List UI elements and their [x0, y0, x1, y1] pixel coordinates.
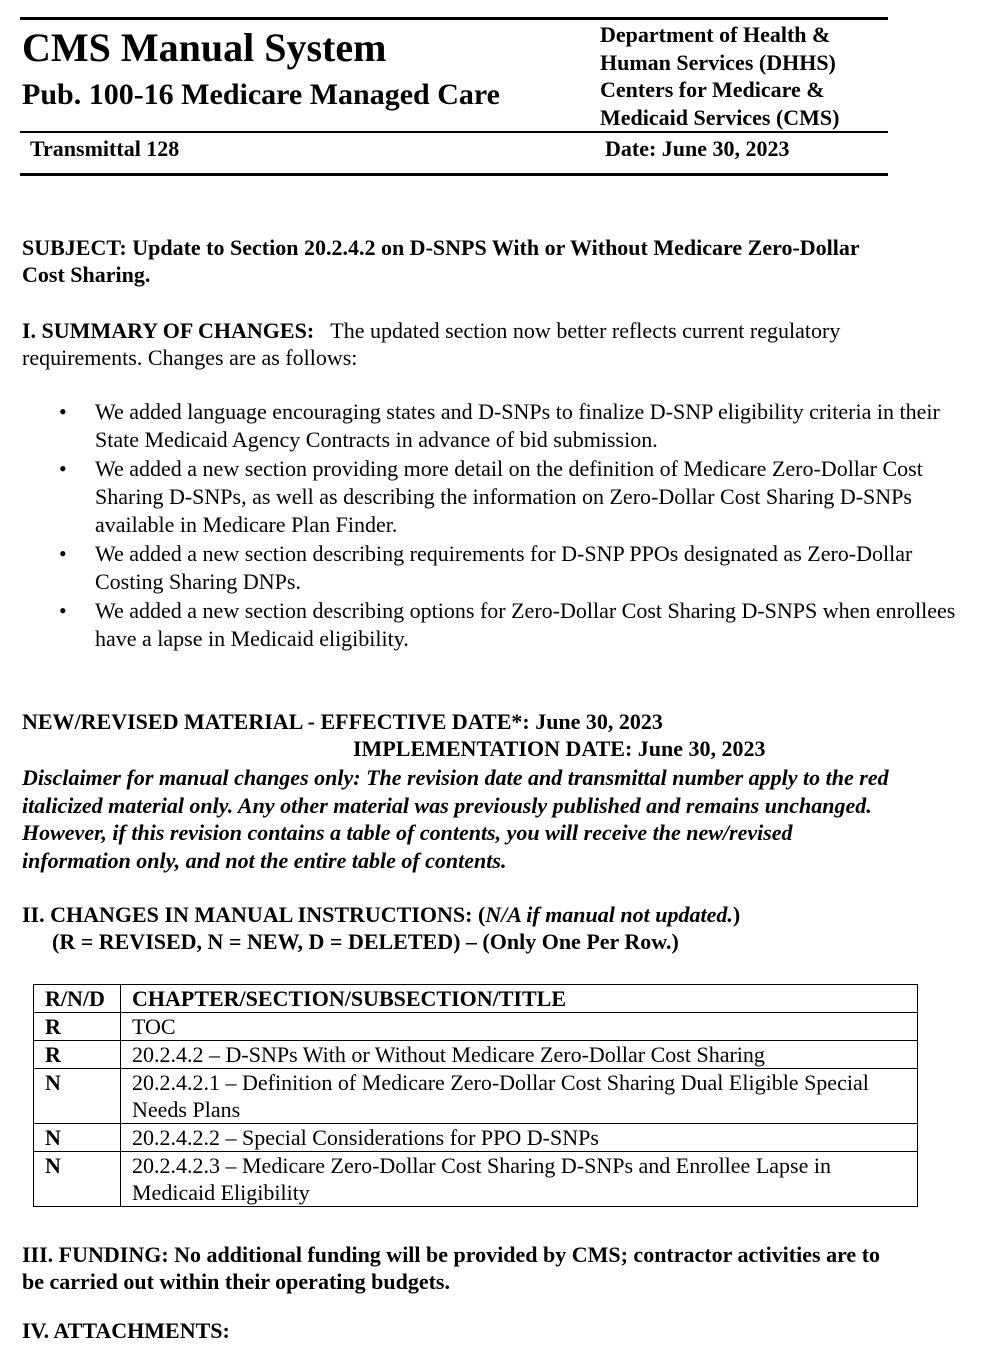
- manual-system-title: CMS Manual System: [22, 25, 387, 70]
- table-row: [34, 1124, 918, 1152]
- funding-line: III. FUNDING: No additional funding will be provided by CMS; contractor activities are to: [22, 1242, 881, 1267]
- list-item: [22, 398, 982, 454]
- list-item-text: We added language encouraging states and D-SNPs to finalize D-SNP eligibility criteria in their State Medicaid Agency Contracts in advance of bid submission.: [95, 399, 940, 452]
- implementation-date: IMPLEMENTATION DATE: June 30, 2023: [353, 736, 766, 761]
- row-code: N: [34, 1069, 121, 1124]
- bullet-icon: •: [59, 541, 67, 566]
- row-code: N: [34, 1124, 121, 1152]
- disclaimer: [22, 764, 982, 874]
- department-line: Department of Health &: [600, 22, 831, 47]
- row-code: R: [34, 1041, 121, 1069]
- header-mid-rule: [20, 131, 888, 133]
- summary-intro: requirements. Changes are as follows:: [22, 345, 358, 370]
- row-title: TOC: [121, 1013, 918, 1041]
- list-item: [22, 455, 982, 539]
- publication-subtitle: Pub. 100-16 Medicare Managed Care: [22, 78, 500, 111]
- heading-close: ): [732, 902, 741, 927]
- row-title: 20.2.4.2.1 – Definition of Medicare Zero-Dollar Cost Sharing Dual Eligible Special Needs Plans: [121, 1069, 918, 1124]
- bullet-icon: •: [59, 598, 67, 623]
- row-title: 20.2.4.2.2 – Special Considerations for PPO D-SNPs: [121, 1124, 918, 1152]
- change-code-legend: (R = REVISED, N = NEW, D = DELETED) – (Only One Per Row.): [52, 929, 679, 954]
- transmittal-date: Date: June 30, 2023: [605, 136, 790, 161]
- changes-table: [33, 984, 918, 1207]
- effective-date: NEW/REVISED MATERIAL - EFFECTIVE DATE*: June 30, 2023: [22, 709, 663, 734]
- changes-list: [22, 398, 982, 654]
- department-block: [600, 21, 840, 131]
- funding: [22, 1241, 982, 1295]
- funding-line: be carried out within their operating budgets.: [22, 1269, 450, 1294]
- list-item: [22, 540, 982, 596]
- table-row: [34, 1069, 918, 1124]
- bullet-icon: •: [59, 399, 67, 424]
- list-item-text: We added a new section describing options for Zero-Dollar Cost Sharing D-SNPS when enrollees have a lapse in Medicaid eligibility.: [95, 598, 956, 651]
- subject-line: SUBJECT: Update to Section 20.2.4.2 on D-SNPS With or Without Medicare Zero-Dollar: [22, 235, 860, 260]
- list-item-text: We added a new section describing requirements for D-SNP PPOs designated as Zero-Dollar Costing Sharing DNPs.: [95, 541, 913, 594]
- header-top-rule: [20, 17, 888, 20]
- list-item: [22, 597, 982, 653]
- attachments-heading: IV. ATTACHMENTS:: [22, 1318, 230, 1343]
- table-row: [34, 1041, 918, 1069]
- table-header-row: [34, 985, 918, 1013]
- column-header: R/N/D: [34, 985, 121, 1013]
- header-bottom-rule: [20, 173, 888, 176]
- table-row: [34, 1013, 918, 1041]
- bullet-icon: •: [59, 456, 67, 481]
- disclaimer-line: information only, and not the entire table of contents.: [22, 847, 507, 873]
- disclaimer-line: However, if this revision contains a table of contents, you will receive the new/revised: [22, 820, 793, 845]
- department-line: Human Services (DHHS): [600, 49, 836, 75]
- disclaimer-line: Disclaimer for manual changes only: The revision date and transmittal number apply to the red: [22, 765, 889, 790]
- department-line: Medicaid Services (CMS): [600, 104, 840, 130]
- row-title: 20.2.4.2 – D-SNPs With or Without Medicare Zero-Dollar Cost Sharing: [121, 1041, 918, 1069]
- table-row: [34, 1152, 918, 1207]
- manual-instructions-heading: [22, 902, 740, 928]
- row-code: N: [34, 1152, 121, 1207]
- transmittal-number: Transmittal 128: [30, 136, 180, 161]
- subject: [22, 234, 982, 288]
- summary-intro: The updated section now better reflects current regulatory: [330, 318, 841, 343]
- summary-of-changes: [22, 317, 982, 371]
- disclaimer-line: italicized material only. Any other material was previously published and remains unchanged.: [22, 792, 872, 818]
- heading-text: II. CHANGES IN MANUAL INSTRUCTIONS: (: [22, 902, 486, 927]
- summary-heading: I. SUMMARY OF CHANGES:: [22, 318, 315, 343]
- department-line: Centers for Medicare &: [600, 77, 825, 102]
- subject-line: Cost Sharing.: [22, 262, 151, 287]
- row-title: 20.2.4.2.3 – Medicare Zero-Dollar Cost Sharing D-SNPs and Enrollee Lapse in Medicaid Eligibility: [121, 1152, 918, 1207]
- list-item-text: We added a new section providing more detail on the definition of Medicare Zero-Dollar Cost Sharing D-SNPs, as well as describing the information on Zero-Dollar Cost Sharing D-SNPs available in Medicare Plan Finder.: [95, 456, 923, 537]
- heading-note: N/A if manual not updated.: [485, 902, 733, 927]
- column-header: CHAPTER/SECTION/SUBSECTION/TITLE: [121, 985, 918, 1013]
- row-code: R: [34, 1013, 121, 1041]
